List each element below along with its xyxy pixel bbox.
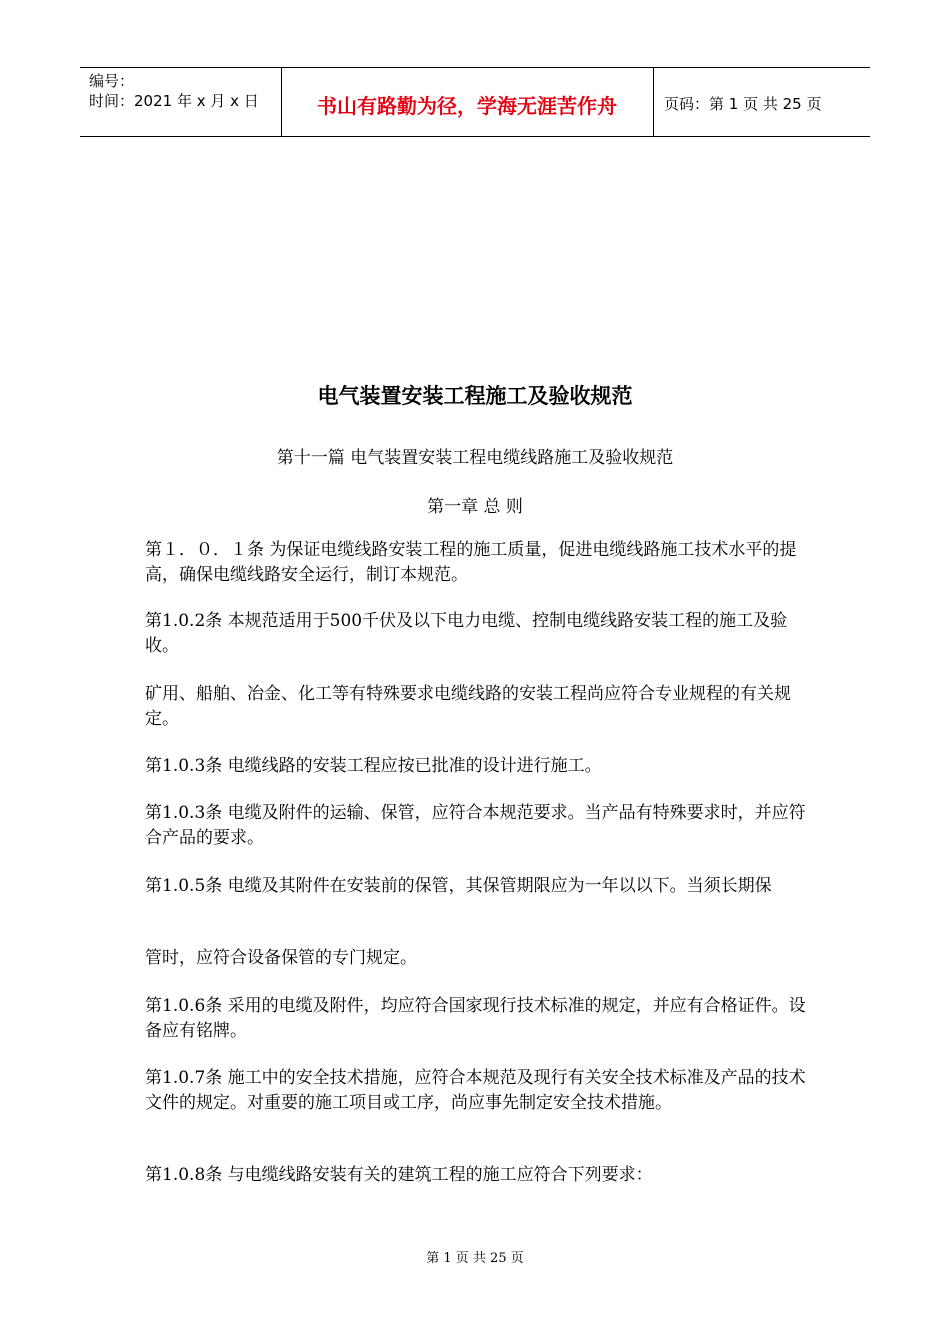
paragraph-1-0-5: 第1.0.5条 电缆及其附件在安装前的保管，其保管期限应为一年以以下。当须长期保 bbox=[145, 876, 772, 896]
header-motto-cell bbox=[281, 68, 654, 136]
header-page-info: 页码：第 1 页 共 25 页 bbox=[664, 95, 822, 113]
page-footer: 第 1 页 共 25 页 bbox=[426, 1251, 524, 1266]
document-header bbox=[80, 67, 870, 137]
document-number-label: 编号： bbox=[89, 72, 135, 90]
document-time-label: 时间：2021 年 x 月 x 日 bbox=[89, 92, 259, 110]
paragraph-1-0-3b: 第1.0.3条 电缆及附件的运输、保管，应符合本规范要求。当产品有特殊要求时，并应符合产品的要求。 bbox=[145, 803, 806, 848]
paragraph-special-requirements: 矿用、船舶、冶金、化工等有特殊要求电缆线路的安装工程尚应符合专业规程的有关规定。 bbox=[145, 684, 791, 729]
chapter-heading: 第一章 总 则 bbox=[427, 497, 523, 517]
paragraph-1-0-5-continued: 管时，应符合设备保管的专门规定。 bbox=[145, 948, 417, 968]
header-meta-cell bbox=[80, 68, 282, 136]
paragraph-1-0-6: 第1.0.6条 采用的电缆及附件，均应符合国家现行技术标准的规定，并应有合格证件。设备应有铭牌。 bbox=[145, 996, 806, 1041]
paragraph-1-0-1: 第１．０．１条 为保证电缆线路安装工程的施工质量，促进电缆线路施工技术水平的提高，确保电缆线路安全运行，制订本规范。 bbox=[145, 540, 797, 585]
header-page-cell bbox=[654, 68, 870, 136]
paragraph-1-0-8: 第1.0.8条 与电缆线路安装有关的建筑工程的施工应符合下列要求： bbox=[145, 1165, 653, 1185]
document-subtitle: 第十一篇 电气装置安装工程电缆线路施工及验收规范 bbox=[276, 448, 674, 468]
header-motto: 书山有路勤为径，学海无涯苦作舟 bbox=[317, 94, 617, 118]
document-title: 电气装置安装工程施工及验收规范 bbox=[317, 384, 633, 408]
paragraph-1-0-7: 第1.0.7条 施工中的安全技术措施，应符合本规范及现行有关安全技术标准及产品的技术文件的规定。对重要的施工项目或工序，尚应事先制定安全技术措施。 bbox=[145, 1068, 806, 1113]
paragraph-1-0-3a: 第1.0.3条 电缆线路的安装工程应按已批准的设计进行施工。 bbox=[145, 756, 602, 776]
paragraph-1-0-2: 第1.0.2条 本规范适用于500千伏及以下电力电缆、控制电缆线路安装工程的施工及验收。 bbox=[145, 611, 788, 656]
